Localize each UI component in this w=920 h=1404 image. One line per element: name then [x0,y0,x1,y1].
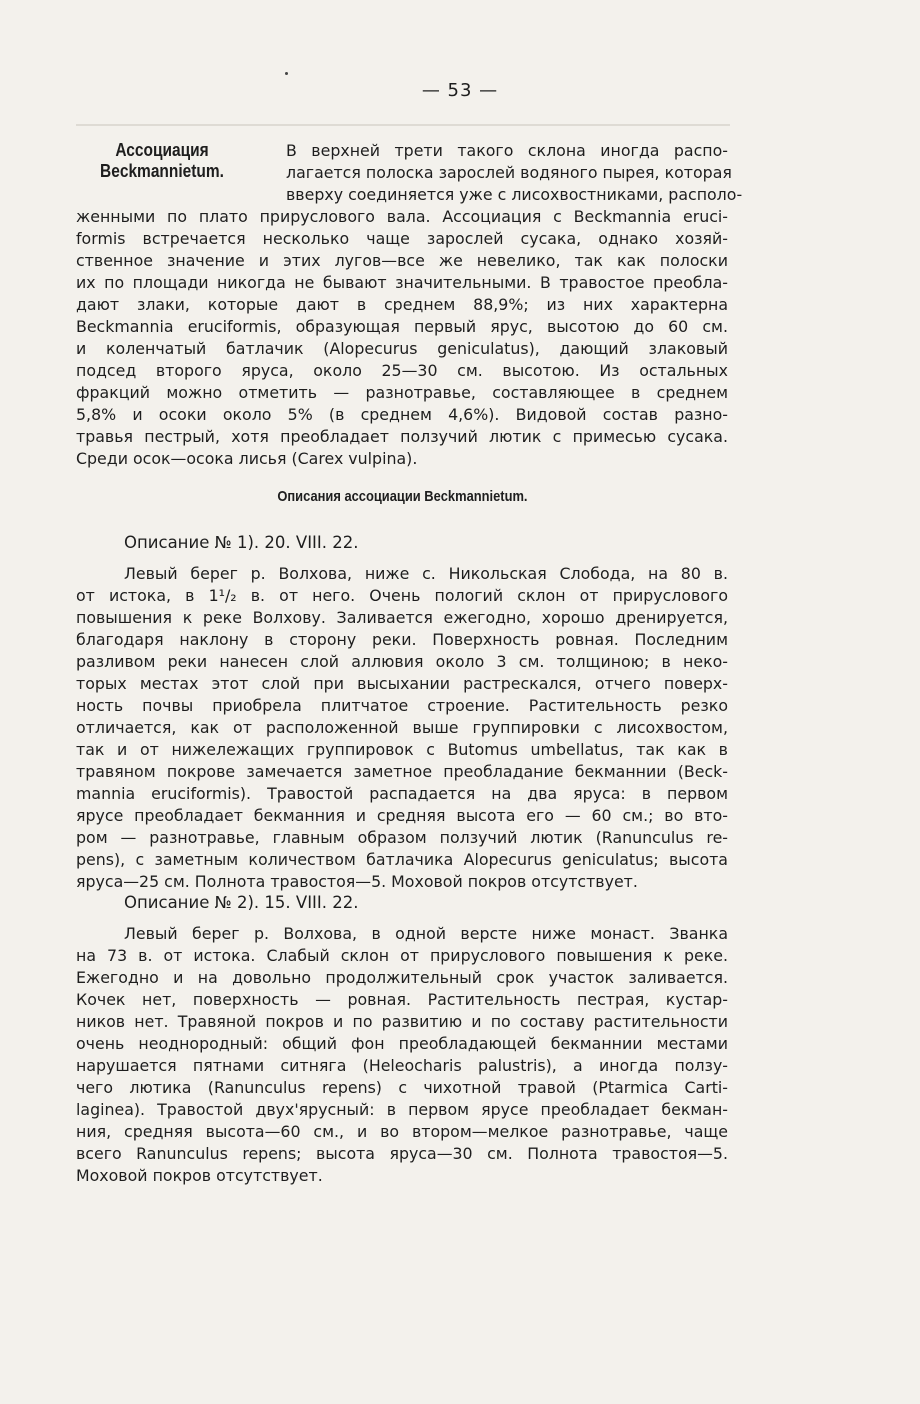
text-line: mannia eruciformis). Травостой распадается на два яруса: в первом [76,784,728,803]
text-line: благодаря наклону в сторону реки. Поверхность ровная. Последним [76,630,728,649]
text-line: торых местах этот слой при высыхании растрескался, отчего поверх- [76,674,728,693]
text-line: В верхней трети такого склона иногда распо- [286,141,728,160]
text-line: formis встречается несколько чаще зарослей сусака, однако хозяй- [76,229,728,248]
text-line: отличается, как от расположенной выше группировки с лисохвостом, [76,718,728,737]
text-line: ственное значение и этих лугов—все же невелико, так как полоски [76,251,728,270]
text-line: вверху соединяется уже с лисохвостниками, располо- [286,185,743,204]
page-number: — 53 — [421,80,499,101]
text-line: лагается полоска зарослей водяного пырея, которая [286,163,732,182]
text-line: ность почвы приобрела плитчатое строение. Растительность резко [76,696,728,715]
intro-paragraph [76,140,743,470]
text-line: Среди осок—осока лисья (Carex vulpina). [76,449,418,468]
association-heading-line: Ассоциация [115,140,209,160]
association-heading-line: Beckmannietum. [100,161,224,181]
text-line: так и от нижележащих группировок с Butomus umbellatus, так как в [76,740,728,759]
text-line: ния, средняя высота—60 см., и во втором—мелкое разнотравье, чаще [76,1122,728,1141]
text-line: на 73 в. от истока. Слабый склон от прируслового повышения к реке. [76,946,728,965]
text-line: laginea). Травостой двух'ярусный: в первом ярусе преобладает бекман- [76,1100,728,1119]
text-line: от истока, в 1¹/₂ в. от него. Очень пологий склон от прируслового [76,586,728,605]
text-line: женными по плато прируслового вала. Ассоциация с Beckmannia eruci- [76,207,728,226]
text-line: разливом реки нанесен слой аллювия около 3 см. толщиною; в неко- [76,652,728,671]
text-line: всего Ranunculus repens; высота яруса—30 см. Полнота травостоя—5. [76,1144,728,1163]
text-line: дают злаки, которые дают в среднем 88,9%; из них характерна [76,295,728,314]
text-line: ников нет. Травяной покров и по развитию и по составу растительности [76,1012,728,1031]
text-line: Моховой покров отсутствует. [76,1166,323,1185]
text-line: травья пестрый, хотя преобладает ползучий лютик с примесью сусака. [76,427,728,446]
text-line: pens), с заметным количеством батлачика Alopecurus geniculatus; высота [76,850,728,869]
text-line: и коленчатый батлачик (Alopecurus geniculatus), дающий злаковый [76,339,728,358]
text-line: яруса—25 см. Полнота травостоя—5. Моховой покров отсутствует. [76,872,638,891]
description-2-heading: Описание № 2). 15. VIII. 22. [124,893,359,912]
description-1-paragraph [76,563,728,893]
text-line: чего лютика (Ranunculus repens) с чихотной травой (Ptarmica Carti- [76,1078,728,1097]
text-line: Левый берег р. Волхова, ниже с. Никольская Слобода, на 80 в. [124,564,728,583]
text-line: фракций можно отметить — разнотравье, составляющее в среднем [76,383,728,402]
ink-dot [285,72,288,75]
text-line: Beckmannia eruciformis, образующая первый ярус, высотою до 60 см. [76,317,728,336]
text-line: нарушается пятнами ситняга (Heleocharis palustris), а иногда ползу- [76,1056,728,1075]
text-line: Кочек нет, поверхность — ровная. Растительность пестрая, кустар- [76,990,728,1009]
text-line: 5,8% и осоки около 5% (в среднем 4,6%). Видовой состав разно- [76,405,728,424]
text-line: повышения к реке Волхову. Заливается ежегодно, хорошо дренируется, [76,608,728,627]
description-2-paragraph [76,923,728,1187]
text-line: очень неоднородный: общий фон преобладающей бекманнии местами [76,1034,728,1053]
section-title [76,488,728,505]
section-title-text: Описания ассоциации Beckmannietum. [276,488,528,505]
text-line: Ежегодно и на довольно продолжительный срок участок заливается. [76,968,728,987]
text-line: ярусе преобладает бекманния и средняя высота его — 60 см.; во вто- [76,806,728,825]
text-line: ром — разнотравье, главным образом ползучий лютик (Ranunculus re- [76,828,728,847]
text-line: подсед второго яруса, около 25—30 см. высотою. Из остальных [76,361,728,380]
text-line: травяном покрове замечается заметное преобладание бекманнии (Beck- [76,762,728,781]
text-line: Левый берег р. Волхова, в одной версте ниже монаст. Званка [124,924,728,943]
description-1-heading: Описание № 1). 20. VIII. 22. [124,533,359,552]
header-rule [76,124,730,126]
text-line: их по площади никогда не бывают значительными. В травостое преобла- [76,273,728,292]
